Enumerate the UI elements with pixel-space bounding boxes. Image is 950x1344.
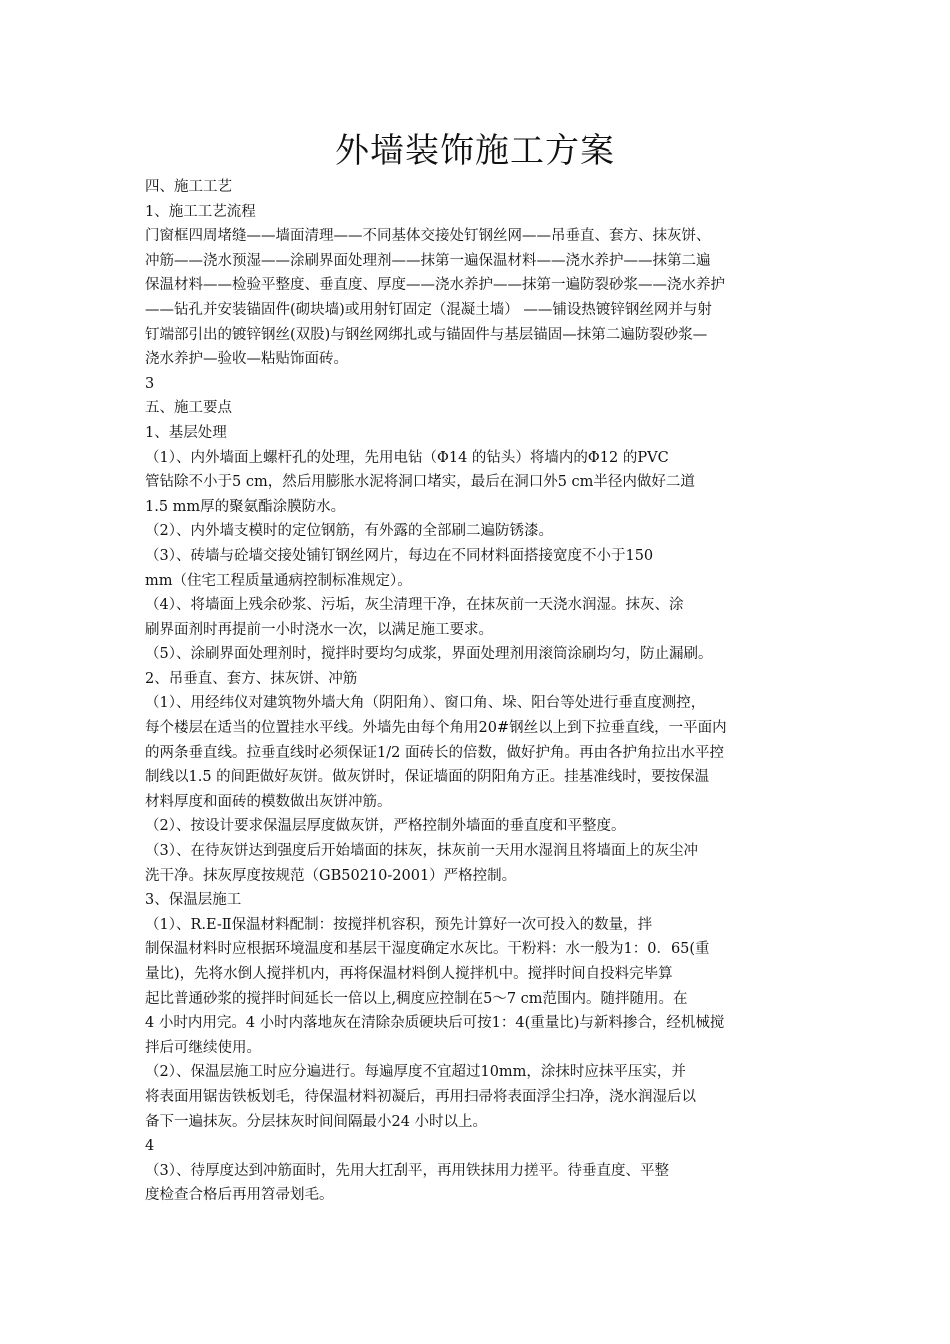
text-line: 起比普通砂浆的搅拌时间延长一倍以上,稠度应控制在5～7 cm范围内。随拌随用。在 [145,990,688,1007]
text-line: （3）、在待灰饼达到强度后开始墙面的抹灰，抹灰前一天用水湿润且将墙面上的灰尘冲 [145,843,698,860]
text-line: 每个楼层在适当的位置挂水平线。外墙先由每个角用20#钢丝以上到下拉垂直线，一平面内 [145,720,727,737]
text-line: 1、施工工艺流程 [145,203,256,220]
text-line: 1.5 mm厚的聚氨酯涂膜防水。 [145,498,346,515]
section-heading: 五、施工要点 [145,400,232,417]
text-line: （2）、保温层施工时应分遍进行。每遍厚度不宜超过10mm，涂抹时应抹平压实，并 [145,1064,686,1081]
text-line: 四、施工工艺 [145,179,232,195]
page-number: 3 [145,375,155,392]
text-line: ——钻孔并安装锚固件(砌块墙)或用射钉固定（混凝土墙） ——铺设热镀锌钢丝网并与射 [145,301,712,318]
document-title: 外墙装饰施工方案 [335,131,615,171]
text-line: mm（住宅工程质量通病控制标准规定）。 [145,572,412,589]
text-line: （3）、待厚度达到冲筋面时，先用大扛刮平，再用铁抹用力搓平。待垂直度、平整 [145,1162,669,1179]
text-line: （2）、内外墙支模时的定位钢筋，有外露的全部刷二遍防锈漆。 [145,523,553,540]
text-line: （2）、按设计要求保温层厚度做灰饼，严格控制外墙面的垂直度和平整度。 [145,818,626,835]
text-line: （1）、R.E-Ⅱ保温材料配制：按搅拌机容积，预先计算好一次可投入的数量，拌 [145,916,653,933]
text-line: （4）、将墙面上残余砂浆、污垢，灰尘清理干净，在抹灰前一天浇水润湿。抹灰、涂 [145,597,684,614]
text-line: 拌后可继续使用。 [145,1039,261,1056]
page-number: 4 [145,1138,155,1155]
text-line: 将表面用锯齿铁板划毛，待保温材料初凝后，再用扫帚将表面浮尘扫净，浇水润湿后以 [145,1088,696,1105]
document-body [145,175,815,1208]
text-line: 刷界面剂时再提前一小时浇水一次，以满足施工要求。 [145,621,493,638]
text-line: 保温材料——检验平整度、垂直度、厚度——浇水养护——抹第一遍防裂砂浆——浇水养护 [145,277,725,294]
text-line: （1）、用经纬仪对建筑物外墙大角（阴阳角）、窗口角、垛、阳台等处进行垂直度测控， [145,695,706,712]
text-line: 钉端部引出的镀锌钢丝(双股)与钢丝网绑扎或与锚固件与基层锚固—抹第二遍防裂砂浆— [145,326,708,343]
text-line: 材料厚度和面砖的模数做出灰饼冲筋。 [145,793,392,810]
text-line: 管钻除不小于5 cm，然后用膨胀水泥将洞口堵实，最后在洞口外5 cm半径内做好二道 [145,474,695,491]
text-line: 制保温材料时应根据环境温度和基层干湿度确定水灰比。干粉料：水一般为1：0．65(重 [145,941,710,958]
text-line: （1）、内外墙面上螺杆孔的处理，先用电钻（Φ14 的钻头）将墙内的Φ12 的PVC [145,449,669,466]
text-line: （3）、砖墙与砼墙交接处铺钉钢丝网片，每边在不同材料面搭接宽度不小于150 [145,547,654,564]
text-line: 冲筋——浇水预湿——涂刷界面处理剂——抹第一遍保温材料——浇水养护——抹第二遍 [145,252,711,269]
subsection-heading: 2、吊垂直、套方、抹灰饼、冲筋 [145,670,358,687]
text-line: 的两条垂直线。拉垂直线时必须保证1/2 面砖长的倍数，做好护角。再由各护角拉出水平控 [145,744,724,761]
text-line: 4 小时内用完。4 小时内落地灰在清除杂质硬块后可按1：4(重量比)与新料掺合，经机械搅 [145,1015,725,1032]
subsection-heading: 1、基层处理 [145,424,227,441]
text-line: （5）、涂刷界面处理剂时，搅拌时要均匀成浆，界面处理剂用滚筒涂刷均匀，防止漏刷。 [145,646,713,663]
text-line: 量比)，先将水倒人搅拌机内，再将保温材料倒人搅拌机中。搅拌时间自投料完毕算 [145,966,673,982]
text-line: 洗干净。抹灰厚度按规范（GB50210-2001）严格控制。 [145,867,517,884]
text-line: 制线以1.5 的间距做好灰饼。做灰饼时，保证墙面的阴阳角方正。挂基准线时，要按保温 [145,769,710,786]
text-line: 度检查合格后再用笤帚划毛。 [145,1187,334,1204]
subsection-heading: 3、保温层施工 [145,892,242,909]
text-line: 备下一遍抹灰。分层抹灰时间间隔最小24 小时以上。 [145,1113,488,1130]
text-line: 门窗框四周堵缝——墙面清理——不同基体交接处钉钢丝网——吊垂直、套方、抹灰饼、 [145,228,711,245]
text-line: 浇水养护—验收—粘贴饰面砖。 [145,351,348,368]
